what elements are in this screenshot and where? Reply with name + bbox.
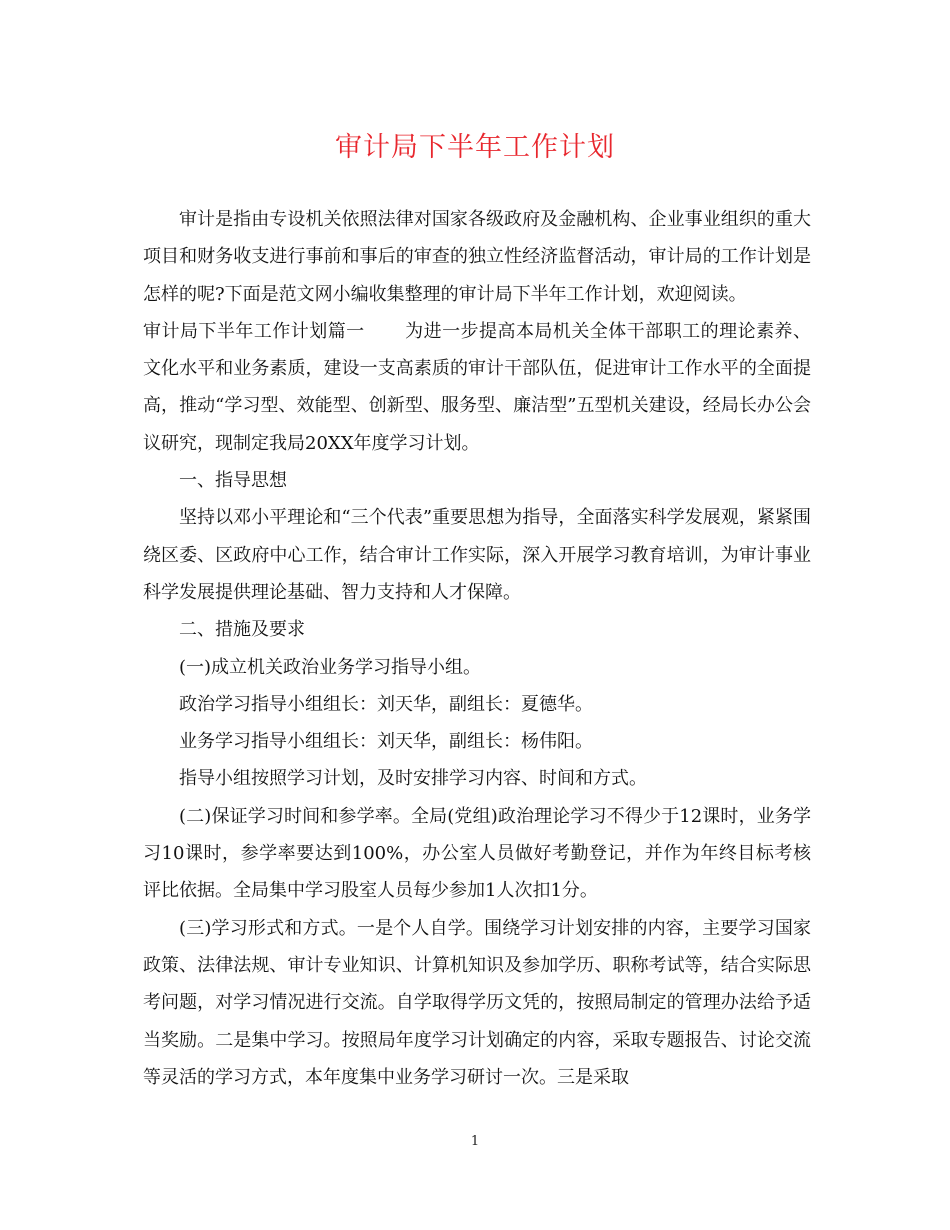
document-body xyxy=(143,201,811,1096)
section-label: 审计局下半年工作计划篇一 xyxy=(143,320,365,342)
item-1-paragraph: (一)成立机关政治业务学习指导小组。 xyxy=(179,656,482,678)
guiding-paragraph: 坚持以邓小平理论和“三个代表”重要思想为指导，全面落实科学发展观，紧紧围绕区委、区政府中心工作，结合审计工作实际，深入开展学习教育培训，为审计事业科学发展提供理论基础、智力支持和人才保障。 xyxy=(143,507,811,603)
section-text: 为进一步提高本局机关全体干部职工的理论素养、文化水平和业务素质，建设一支高素质的审计干部队伍，促进审计工作水平的全面提高，推动“学习型、效能型、创新型、服务型、廉洁型”五型机关建设，经局长办公会议研究，现制定我局20XX年度学习计划。 xyxy=(143,320,812,454)
heading-measures: 二、措施及要求 xyxy=(179,619,305,641)
document-title: 审计局下半年工作计划 xyxy=(335,132,615,163)
section-paragraph xyxy=(143,313,811,462)
group-duty-paragraph: 指导小组按照学习计划，及时安排学习内容、时间和方式。 xyxy=(179,768,647,790)
page-number: 1 xyxy=(470,1134,480,1149)
intro-paragraph: 审计是指由专设机关依照法律对国家各级政府及金融机构、企业事业组织的重大项目和财务收支进行事前和事后的审查的独立性经济监督活动，审计局的工作计划是怎样的呢?下面是范文网小编收集整理的审计局下半年工作计划，欢迎阅读。 xyxy=(143,209,811,305)
item-3-paragraph: (三)学习形式和方式。一是个人自学。围绕学习计划安排的内容，主要学习国家政策、法律法规、审计专业知识、计算机知识及参加学历、职称考试等，结合实际思考问题，对学习情况进行交流。自学取得学历文凭的，按照局制定的管理办法给予适当奖励。二是集中学习。按照局年度学习计划确定的内容，采取专题报告、讨论交流等灵活的学习方式，本年度集中业务学习研讨一次。三是采取 xyxy=(143,917,811,1088)
business-group-paragraph: 业务学习指导小组组长：刘天华，副组长：杨伟阳。 xyxy=(179,731,593,753)
item-2-paragraph: (二)保证学习时间和参学率。全局(党组)政治理论学习不得少于12课时，业务学习10课时，参学率要达到100%，办公室人员做好考勤登记，并作为年终目标考核评比依据。全局集中学习股室人员每少参加1人次扣1分。 xyxy=(143,805,811,902)
heading-guiding-thought: 一、指导思想 xyxy=(179,470,287,492)
political-group-paragraph: 政治学习指导小组组长：刘天华，副组长：夏德华。 xyxy=(179,693,593,715)
